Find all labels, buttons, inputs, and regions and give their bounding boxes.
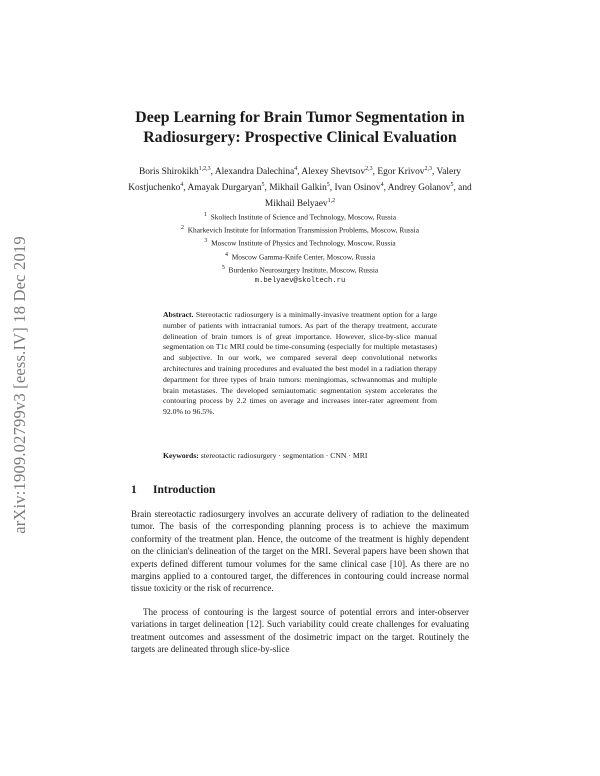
keywords-text: stereotactic radiosurgery · segmentation · CNN · MRI bbox=[200, 451, 368, 460]
author: Alexandra Dalechina$^4$ bbox=[214, 166, 298, 178]
arxiv-stamp bbox=[0, 0, 40, 776]
abstract bbox=[163, 310, 437, 418]
affiliation: $^2$ Kharkevich Institute for Information Transmission Problems, Moscow, Russia bbox=[181, 225, 419, 235]
author: Boris Shirokikh$^{1,2,3}$ bbox=[138, 166, 211, 178]
author: Mikhail Galkin$^5$ bbox=[269, 182, 330, 194]
section-number: 1 bbox=[131, 484, 137, 496]
affiliation-list bbox=[120, 210, 480, 287]
contact-email[interactable]: m.belyaev@skoltech.ru bbox=[254, 276, 346, 285]
abstract-label: Abstract. bbox=[163, 310, 194, 319]
author: Amayak Durgaryan$^5$ bbox=[187, 182, 265, 194]
affiliation: $^5$ Burdenko Neurosurgery Institute, Moscow, Russia bbox=[221, 264, 379, 275]
author: Alexey Shevtsov$^{2,3}$ bbox=[301, 166, 373, 178]
paper-title bbox=[100, 108, 500, 148]
title-line-2: Radiosurgery: Prospective Clinical Evaluation bbox=[143, 129, 457, 146]
arxiv-identifier[interactable]: arXiv:1909.02799v3 [eess.IV] 18 Dec 2019 bbox=[10, 236, 29, 534]
author: Andrey Golanov$^5$ bbox=[387, 182, 454, 194]
author: Valery Kostjuchenko$^4$ bbox=[128, 167, 461, 194]
keywords-label: Keywords: bbox=[163, 451, 199, 460]
affiliation: $^4$ Moscow Gamma-Knife Center, Moscow, Russia bbox=[224, 251, 376, 261]
section-title: Introduction bbox=[153, 484, 216, 496]
authors-and: and bbox=[458, 183, 472, 194]
author: Ivan Osinov$^4$ bbox=[334, 182, 384, 194]
author: Egor Krivov$^{2,3}$ bbox=[377, 166, 432, 178]
affiliation: $^1$ Skoltech Institute of Science and Technology, Moscow, Russia bbox=[203, 212, 397, 222]
author-list: Boris Shirokikh$^{1,2,3}$, Alexandra Dalechina$^4$, Alexey Shevtsov$^{2,3}$, Egor Krivov$^{2,3}$, Valery Kostjuchenko$^4$, Amayak Durgaryan$^5$, Mikhail Galkin$^5$, Ivan Osinov$^4$, Andrey Golanov$^5$, and Mikhail Belyaev$^{1,2}$ bbox=[128, 166, 472, 210]
title-line-1: Deep Learning for Brain Tumor Segmentation in bbox=[135, 109, 465, 126]
keywords bbox=[163, 451, 437, 462]
author: Mikhail Belyaev$^{1,2}$ bbox=[264, 198, 336, 210]
section-heading bbox=[131, 484, 215, 496]
paragraph: Brain stereotactic radiosurgery involves an accurate delivery of radiation to the delineated tumor. The basis of the corresponding planning process is to achieve the maximum conformity of the treatment plan. Hence, the outcome of the treatment is highly dependent on the clinician's delineation of the target on the MRI. Several papers have been shown that experts defined different tumour volumes for the same clinical case [10]. As there are no margins applied to a contoured target, the differences in contouring could increase normal tissue toxicity or the risk of recurrence. bbox=[131, 509, 469, 594]
paragraph: The process of contouring is the largest source of potential errors and inter-observer variations in target delineation [12]. Such variability could create challenges for evaluating treatment outcomes and assessment of the dosimetric impact on the target. Routinely the targets are delineated through slice-by-slice bbox=[131, 607, 469, 655]
abstract-text: Stereotactic radiosurgery is a minimally-invasive treatment option for a large number of patients with intracranial tumors. As part of the therapy treatment, accurate delineation of brain tumors is of great importance. However, slice-by-slice manual segmentation on T1c MRI could be time-consuming (especially for multiple metastases) and subjective. In our work, we compared several deep convolutional networks architectures and training procedures and evaluated the best model in a radiation therapy department for three types of brain tumors: meningiomas, schwannomas and multiple brain metastases. The developed semiautomatic segmentation system accelerates the contouring process by 2.2 times on average and increases inter-rater agreement from 92.0% to 96.5%. bbox=[163, 310, 437, 417]
affiliation: $^3$ Moscow Institute of Physics and Technology, Moscow, Russia bbox=[204, 238, 396, 248]
